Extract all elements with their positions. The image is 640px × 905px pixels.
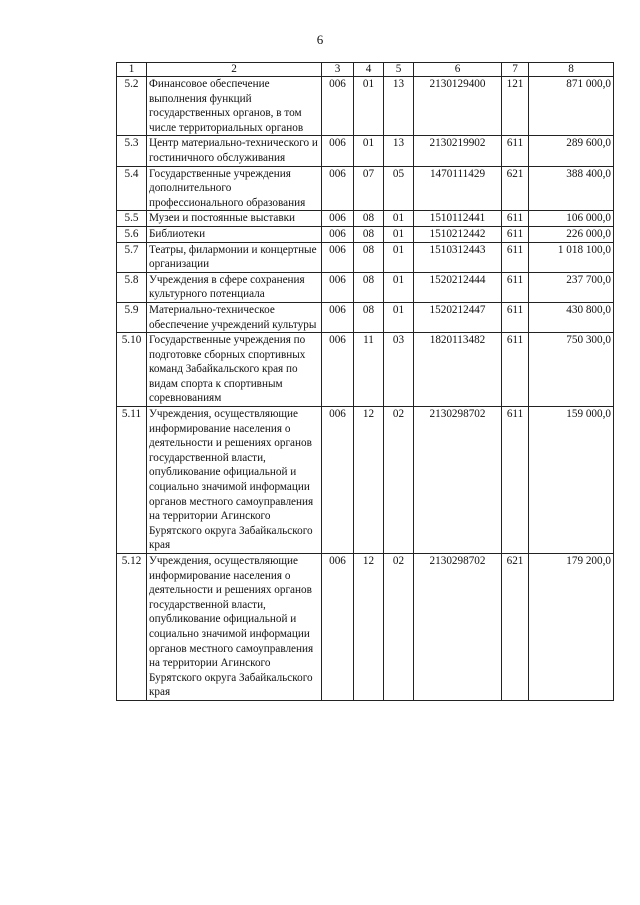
row-number: 5.11 [117,407,147,554]
subsection-code: 05 [384,166,414,211]
amount: 871 000,0 [529,77,614,136]
target-article-code: 2130129400 [414,77,502,136]
row-number: 5.5 [117,211,147,227]
expense-name: Учреждения, осуществляющие информирование населения о деятельности и решениях органов государственной власти, опубликование официальной и социально значимой информации органов местного самоуправления на территории Агинского Бурятского округа Забайкальского края [147,407,322,554]
expense-type-code: 611 [502,407,529,554]
expense-type-code: 611 [502,211,529,227]
subsection-code: 02 [384,407,414,554]
expense-name: Финансовое обеспечение выполнения функций государственных органов, в том числе территориальных органов [147,77,322,136]
expense-type-code: 611 [502,242,529,272]
target-article-code: 1820113482 [414,333,502,407]
table-row [117,226,614,242]
target-article-code: 2130219902 [414,136,502,166]
subsection-code: 13 [384,77,414,136]
ministry-code: 006 [322,242,354,272]
target-article-code: 1520212447 [414,302,502,332]
target-article-code: 1510312443 [414,242,502,272]
subsection-code: 02 [384,554,414,701]
section-code: 12 [354,407,384,554]
page-number: 6 [316,32,324,47]
expense-name: Библиотеки [147,226,322,242]
section-code: 08 [354,211,384,227]
ministry-code: 006 [322,77,354,136]
row-number: 5.4 [117,166,147,211]
row-number: 5.3 [117,136,147,166]
expense-type-code: 121 [502,77,529,136]
expense-type-code: 611 [502,136,529,166]
col-header-5: 5 [384,63,414,77]
col-header-1: 1 [117,63,147,77]
section-code: 08 [354,226,384,242]
col-header-8: 8 [529,63,614,77]
table-row [117,166,614,211]
target-article-code: 1510112441 [414,211,502,227]
section-code: 11 [354,333,384,407]
ministry-code: 006 [322,302,354,332]
section-code: 08 [354,272,384,302]
row-number: 5.7 [117,242,147,272]
expense-type-code: 621 [502,554,529,701]
amount: 179 200,0 [529,554,614,701]
expense-type-code: 621 [502,166,529,211]
amount: 237 700,0 [529,272,614,302]
table-row [117,272,614,302]
expense-name: Учреждения в сфере сохранения культурного потенциала [147,272,322,302]
amount: 289 600,0 [529,136,614,166]
subsection-code: 01 [384,302,414,332]
expense-type-code: 611 [502,226,529,242]
row-number: 5.8 [117,272,147,302]
subsection-code: 13 [384,136,414,166]
section-code: 07 [354,166,384,211]
amount: 159 000,0 [529,407,614,554]
target-article-code: 2130298702 [414,407,502,554]
subsection-code: 01 [384,272,414,302]
section-code: 08 [354,302,384,332]
expense-name: Государственные учреждения по подготовке сборных спортивных команд Забайкальского края по видам спорта к спортивным соревнованиям [147,333,322,407]
amount: 388 400,0 [529,166,614,211]
target-article-code: 1520212444 [414,272,502,302]
subsection-code: 01 [384,226,414,242]
amount: 226 000,0 [529,226,614,242]
col-header-6: 6 [414,63,502,77]
expense-name: Центр материально-технического и гостиничного обслуживания [147,136,322,166]
table-row [117,242,614,272]
expense-type-code: 611 [502,333,529,407]
ministry-code: 006 [322,407,354,554]
amount: 106 000,0 [529,211,614,227]
expense-name: Материально-техническое обеспечение учреждений культуры [147,302,322,332]
table-row [117,211,614,227]
table-row [117,302,614,332]
table-header-row [117,63,614,77]
expense-name: Музеи и постоянные выставки [147,211,322,227]
section-code: 12 [354,554,384,701]
row-number: 5.6 [117,226,147,242]
target-article-code: 1510212442 [414,226,502,242]
section-code: 01 [354,77,384,136]
ministry-code: 006 [322,211,354,227]
row-number: 5.10 [117,333,147,407]
section-code: 01 [354,136,384,166]
ministry-code: 006 [322,333,354,407]
subsection-code: 01 [384,211,414,227]
table-row [117,554,614,701]
table-row [117,136,614,166]
expense-type-code: 611 [502,272,529,302]
amount: 1 018 100,0 [529,242,614,272]
expense-type-code: 611 [502,302,529,332]
col-header-2: 2 [147,63,322,77]
row-number: 5.9 [117,302,147,332]
amount: 430 800,0 [529,302,614,332]
amount: 750 300,0 [529,333,614,407]
expense-name: Государственные учреждения дополнительного профессионального образования [147,166,322,211]
budget-table [116,62,614,701]
target-article-code: 2130298702 [414,554,502,701]
target-article-code: 1470111429 [414,166,502,211]
col-header-4: 4 [354,63,384,77]
expense-name: Театры, филармонии и концертные организации [147,242,322,272]
table-row [117,407,614,554]
expense-name: Учреждения, осуществляющие информирование населения о деятельности и решениях органов государственной власти, опубликование официальной и социально значимой информации органов местного самоуправления на территории Агинского Бурятского округа Забайкальского края [147,554,322,701]
section-code: 08 [354,242,384,272]
ministry-code: 006 [322,166,354,211]
table-row [117,333,614,407]
row-number: 5.12 [117,554,147,701]
ministry-code: 006 [322,226,354,242]
subsection-code: 03 [384,333,414,407]
ministry-code: 006 [322,136,354,166]
col-header-7: 7 [502,63,529,77]
row-number: 5.2 [117,77,147,136]
ministry-code: 006 [322,554,354,701]
table-row [117,77,614,136]
col-header-3: 3 [322,63,354,77]
subsection-code: 01 [384,242,414,272]
ministry-code: 006 [322,272,354,302]
